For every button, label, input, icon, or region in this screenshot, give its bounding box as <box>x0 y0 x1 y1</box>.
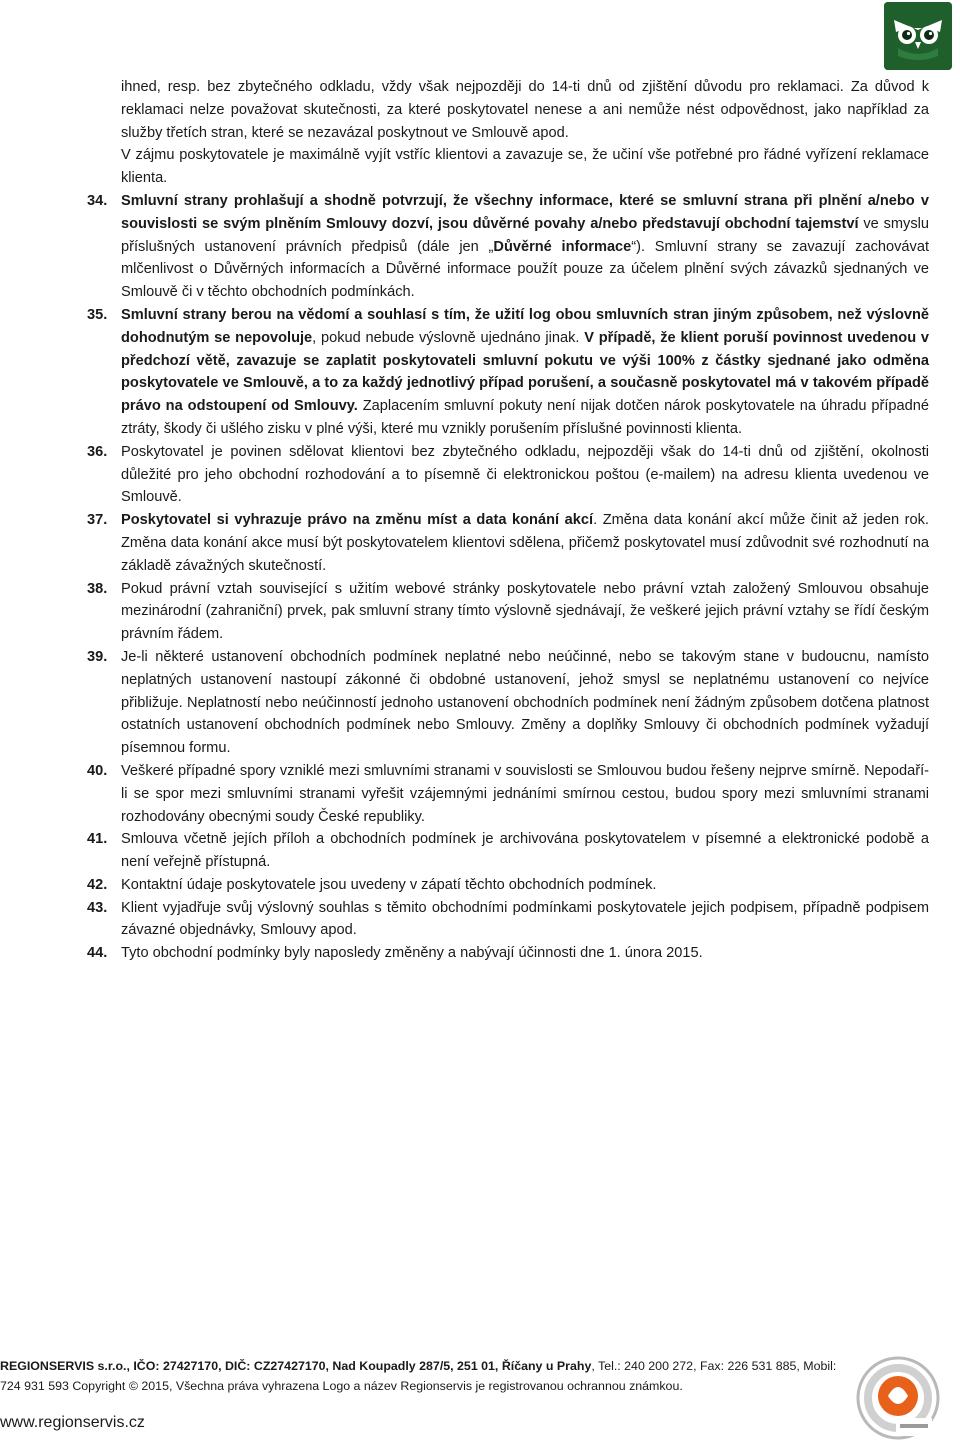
clause-number: 41. <box>87 831 108 848</box>
sgs-iso-certification-seal-icon <box>852 1352 942 1444</box>
clause-number: 34. <box>87 192 108 209</box>
clause-38: 38. Pokud právní vztah související s užitím webové stránky poskytovatele nebo právní vztah založený Smlouvou obsahuje mezinárodní (zahraniční) prvek, pak smluvní strany tímto výslovně sjednávají, že veškeré jejich právní vztahy se řídí českým právním řádem. <box>121 578 929 646</box>
clause-39: 39. Je-li některé ustanovení obchodních podmínek neplatné nebo neúčinné, nebo se takovým stane v budoucnu, namísto neplatných ustanovení nastoupí zákonné či obdobné ustanovení, jehož smysl se neplatnému ustanovení co nejvíce přibližuje. Neplatností nebo neúčinností jednoho ustanovení obchodních podmínek není žádným způsobem dotčena platnost ostatních ustanovení obchodních podmínek nebo Smlouvy. Změny a doplňky Smlouvy či obchodních podmínek vyžadují písemnou formu. <box>121 646 929 760</box>
clause-number: 39. <box>87 648 108 665</box>
clause-number: 36. <box>87 443 108 460</box>
website-link[interactable]: www.regionservis.cz <box>0 1414 145 1431</box>
clause-34: 34. Smluvní strany prohlašují a shodně potvrzují, že všechny informace, které se smluvní strana při plnění a/nebo v souvislosti se svým plněním Smlouvy dozví, jsou důvěrné povahy a/nebo představují obchodní tajemství ve smyslu příslušných ustanovení právních předpisů (dále jen „Důvěrné informace“). Smluvní strany se zavazují zachovávat mlčenlivost o Důvěrných informacích a Důvěrné informace použít pouze za účelem plnění svých závazků sjednaných ve Smlouvě či v těchto obchodních podmínkách. <box>121 190 929 304</box>
clause-number: 44. <box>87 945 108 962</box>
owl-logo-icon <box>884 2 952 70</box>
clause-41: 41. Smlouva včetně jejích příloh a obchodních podmínek je archivována poskytovatelem v písemné a elektronické podobě a není veřejně přístupná. <box>121 828 929 874</box>
clause-number: 37. <box>87 512 108 529</box>
clause-35: 35. Smluvní strany berou na vědomí a souhlasí s tím, že užití log obou smluvních stran jiným způsobem, než výslovně dohodnutým se nepovoluje, pokud nebude výslovně ujednáno jinak. V případě, že klient poruší povinnost uvedenou v předchozí větě, zavazuje se zaplatit poskytovateli smluvní pokutu ve výši 100% z částky sjednané jako odměna poskytovatele ve Smlouvě, a to za každý jednotlivý případ porušení, a současně poskytovatel má v takovém případě právo na odstoupení od Smlouvy. Zaplacením smluvní pokuty není nijak dotčen nárok poskytovatele na úhradu případné ztráty, škody či ušlého zisku v plné výši, které mu vznikly porušením příslušné povinnosti klienta. <box>121 304 929 441</box>
clause-36: 36. Poskytovatel je povinen sdělovat klientovi bez zbytečného odkladu, nejpozději však do 14-ti dnů od zjištění, okolnosti důležité pro jeho obchodní rozhodování a to písemně či elektronickou poštou (e-mailem) na adresu klienta uvedenou ve Smlouvě. <box>121 441 929 509</box>
footer-company-line: REGIONSERVIS s.r.o., IČO: 27427170, DIČ: CZ27427170, Nad Koupadly 287/5, 251 01, Říčany u Prahy, Tel.: 240 200 272, Fax: 226 531 885, Mobil: <box>0 1359 837 1373</box>
terms-body <box>87 76 930 965</box>
clause-number: 42. <box>87 876 108 893</box>
clause-number: 35. <box>87 306 108 323</box>
page-footer <box>0 1356 890 1396</box>
clause-number: 43. <box>87 899 108 916</box>
clause-37: 37. Poskytovatel si vyhrazuje právo na změnu míst a data konání akcí. Změna data konání akcí může činit až jeden rok. Změna data konání akce musí být poskytovatelem klientovi sdělena, přičemž poskytovatel musí zdůvodnit své rozhodnutí na základě závažných skutečností. <box>121 509 929 577</box>
clause-43: 43. Klient vyjadřuje svůj výslovný souhlas s těmito obchodními podmínkami poskytovatele jejich podpisem, případně podpisem závazné objednávky, Smlouvy apod. <box>121 897 929 943</box>
clause-number: 40. <box>87 762 108 779</box>
clause-number: 38. <box>87 580 108 597</box>
intro-paragraph-1: ihned, resp. bez zbytečného odkladu, vždy však nejpozději do 14-ti dnů od zjištění důvodu pro reklamaci. Za důvod k reklamaci nelze považovat skutečnosti, za které poskytovatel nenese a ani nemůže nést odpovědnost, jako například za služby třetích stran, které se nezavázal poskytnout ve Smlouvě apod. <box>121 79 929 141</box>
clause-40: 40. Veškeré případné spory vzniklé mezi smluvními stranami v souvislosti se Smlouvou budou řešeny nejprve smírně. Nepodaří-li se spor mezi smluvními stranami vyřešit vzájemnými jednáními smírnou cestou, budou spory mezi smluvními stranami rozhodovány obecnými soudy České republiky. <box>121 760 929 828</box>
clause-44: 44. Tyto obchodní podmínky byly naposledy změněny a nabývají účinnosti dne 1. února 2015. <box>121 942 929 965</box>
clause-42: 42. Kontaktní údaje poskytovatele jsou uvedeny v zápatí těchto obchodních podmínek. <box>121 874 929 897</box>
intro-paragraph-2: V zájmu poskytovatele je maximálně vyjít vstříc klientovi a zavazuje se, že učiní vše potřebné pro řádné vyřízení reklamace klienta. <box>121 147 929 187</box>
footer-copyright-line: 724 931 593 Copyright © 2015, Všechna práva vyhrazena Logo a název Regionservis je registrovanou ochrannou známkou. <box>0 1379 683 1393</box>
